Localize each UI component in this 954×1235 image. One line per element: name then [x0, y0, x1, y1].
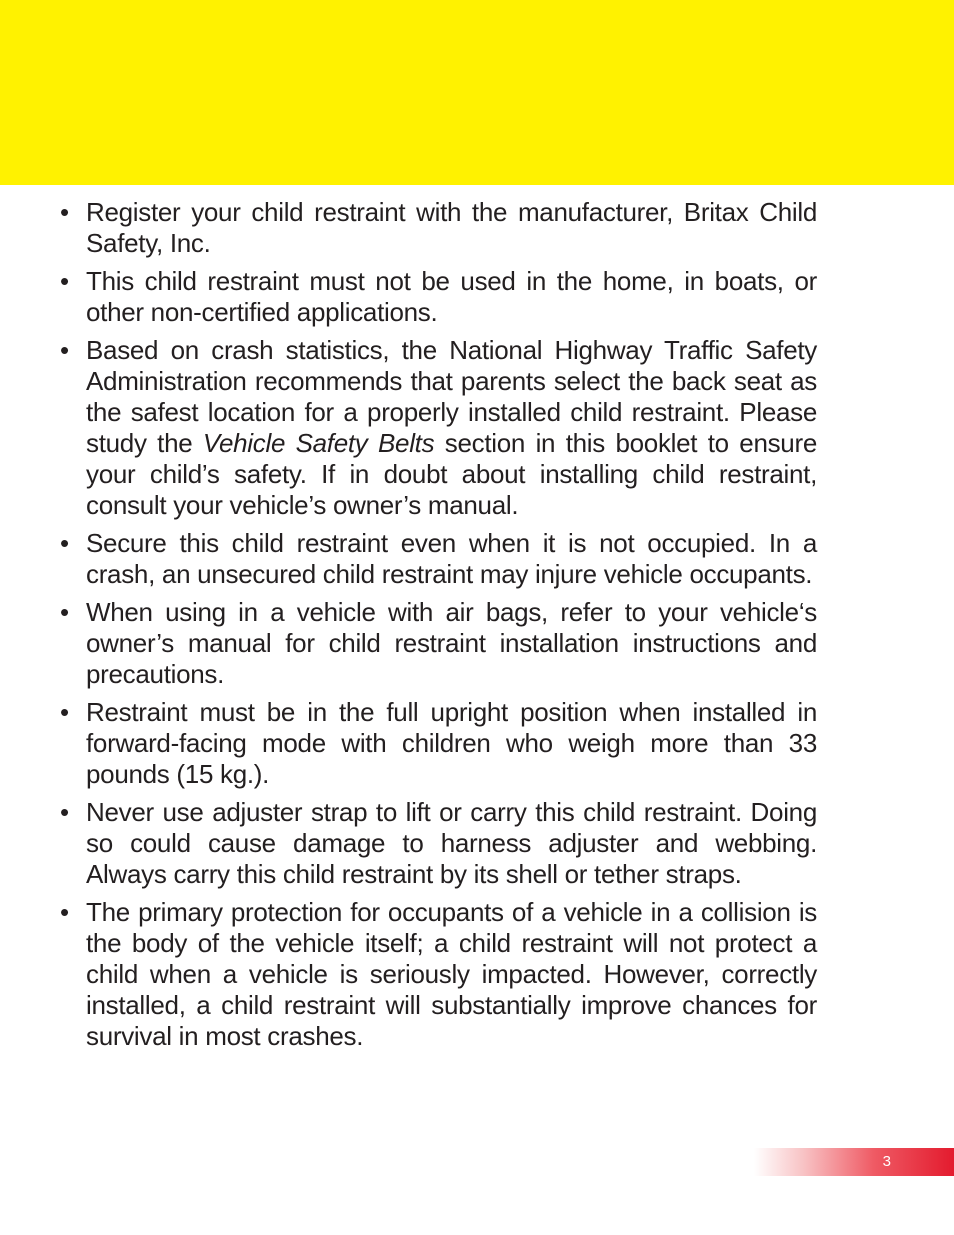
bullet-text: Restraint must be in the full upright position when installed in forward-facing mode with children who weigh more than 33 pounds (15 kg.). — [86, 697, 817, 789]
bullet-text: When using in a vehicle with air bags, refer to your vehicle‘s owner’s manual for child restraint installation instructions and precautions. — [86, 597, 817, 689]
bullet-item — [58, 197, 817, 259]
bullet-item — [58, 897, 817, 1052]
bullet-item — [58, 697, 817, 790]
header-band — [0, 0, 954, 185]
bullet-text — [86, 335, 817, 520]
bullet-text: Secure this child restraint even when it is not occupied. In a crash, an unsecured child restraint may injure vehicle occupants. — [86, 528, 817, 589]
page-number-tab — [754, 1148, 954, 1176]
bullet-text: Never use adjuster strap to lift or carry this child restraint. Doing so could cause damage to harness adjuster and webbing. Always carry this child restraint by its shell or tether straps. — [86, 797, 817, 889]
bullet-item — [58, 335, 817, 521]
bullet-icon: • — [60, 528, 69, 558]
safety-bullet-list — [58, 197, 817, 1059]
bullet-icon: • — [60, 335, 69, 365]
bullet-icon: • — [60, 597, 69, 627]
bullet-item — [58, 597, 817, 690]
bullet-icon: • — [60, 797, 69, 827]
bullet-item — [58, 528, 817, 590]
section-reference: Vehicle Safety Belts — [202, 428, 435, 458]
bullet-icon: • — [60, 266, 69, 296]
bullet-icon: • — [60, 197, 69, 227]
bullet-icon: • — [60, 697, 69, 727]
bullet-text-part: section in this booklet to ensure your child’s safety. If in doubt about installing child restraint, consult your vehicle’s owner’s manual. — [86, 428, 817, 520]
bullet-text: Register your child restraint with the manufacturer, Britax Child Safety, Inc. — [86, 197, 817, 258]
bullet-icon: • — [60, 897, 69, 927]
page-number: 3 — [882, 1153, 891, 1170]
bullet-text: This child restraint must not be used in the home, in boats, or other non-certified applications. — [86, 266, 817, 327]
bullet-text: The primary protection for occupants of a vehicle in a collision is the body of the vehicle itself; a child restraint will not protect a child when a vehicle is seriously impacted. However, correctly installed, a child restraint will substantially improve chances for survival in most crashes. — [86, 897, 817, 1051]
bullet-text-part: Based on crash statistics, the National Highway Traffic Safety Administration recommends that parents select the back seat as the safest location for a properly installed child restraint. Please study the — [86, 335, 817, 458]
bullet-item — [58, 797, 817, 890]
bullet-item — [58, 266, 817, 328]
